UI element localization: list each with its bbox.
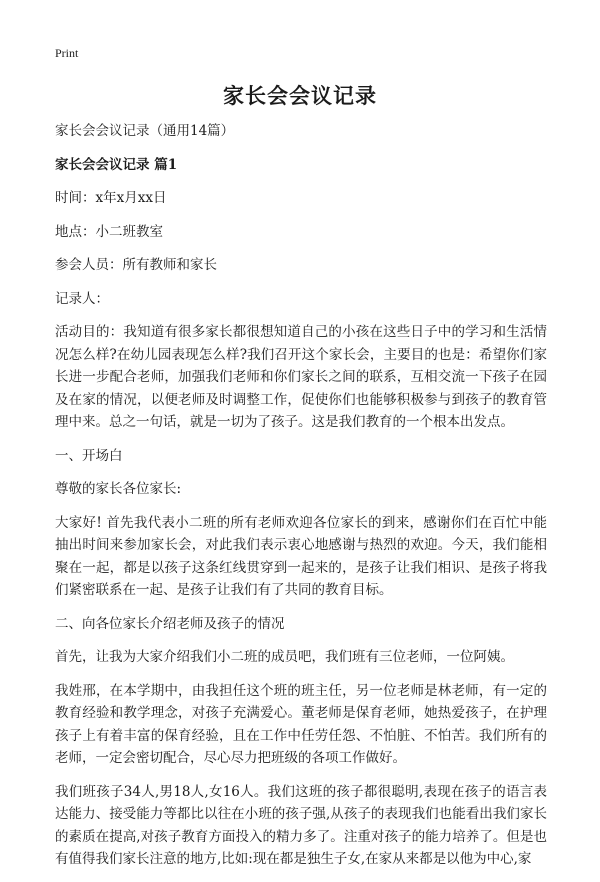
document-body <box>55 120 547 882</box>
meeting-recorder: 记录人： <box>55 290 109 307</box>
meeting-place: 地点：小二班教室 <box>55 223 163 240</box>
heading-introduction: 二、向各位家长介绍老师及孩子的情况 <box>55 615 285 632</box>
heading-opening: 一、开场白 <box>55 447 123 464</box>
print-label: Print <box>55 46 79 60</box>
children-paragraph: 我们班孩子34人,男18人,女16人。我们这班的孩子都很聪明,表现在孩子的语言表达能力、接受能力等都比以往在小班的孩子强,从孩子的表现我们也能看出我们家长的素质在提高,对孩子教育方面投入的精力多了。注重对孩子的能力培养了。但是也有值得我们家长注意的地方,比如:现在都是独生子女,在家从来都是以他为中心,家 <box>55 783 547 867</box>
greeting-paragraph: 尊敬的家长各位家长: <box>55 481 182 497</box>
purpose-paragraph: 活动目的：我知道有很多家长都很想知道自己的小孩在这些日子中的学习和生活情况怎么样?在幼儿园表现怎么样?我们召开这个家长会，主要目的也是：希望你们家长进一步配合老师，加强我们老师和你们家长之间的联系，互相交流一下孩子在园及在家的情况，以便老师及时调整工作，促使你们也能够积极参与到孩子的教育管理中来。总之一句话，就是一切为了孩子。这是我们教育的一个根本出发点。 <box>55 324 547 430</box>
teachers-paragraph: 我姓邢，在本学期中，由我担任这个班的班主任，另一位老师是林老师，有一定的教育经验和教学理念，对孩子充满爱心。董老师是保育老师，她热爱孩子，在护理孩子上有着丰富的保育经验，且在工作中任劳任怨、不怕脏、不怕苦。我们所有的老师，一定会密切配合，尽心尽力把班级的各项工作做好。 <box>55 682 547 766</box>
welcome-paragraph: 大家好! 首先我代表小二班的所有老师欢迎各位家长的到来，感谢你们在百忙中能抽出时间来参加家长会，对此我们表示衷心地感谢与热烈的欢迎。今天，我们能相聚在一起，都是以孩子这条红线贯穿到一起来的，是孩子让我们相识、是孩子将我们紧密联系在一起、是孩子让我们有了共同的教育目标。 <box>55 514 547 598</box>
intro-paragraph: 首先，让我为大家介绍我们小二班的成员吧，我们班有三位老师，一位阿姨。 <box>55 649 514 665</box>
subtitle: 家长会会议记录（通用14篇） <box>55 123 235 139</box>
section-title: 家长会会议记录 篇1 <box>55 156 178 173</box>
meeting-attendees: 参会人员：所有教师和家长 <box>55 257 217 273</box>
page-title: 家长会会议记录 <box>223 83 377 108</box>
meeting-time: 时间：x年x月xx日 <box>55 190 167 206</box>
